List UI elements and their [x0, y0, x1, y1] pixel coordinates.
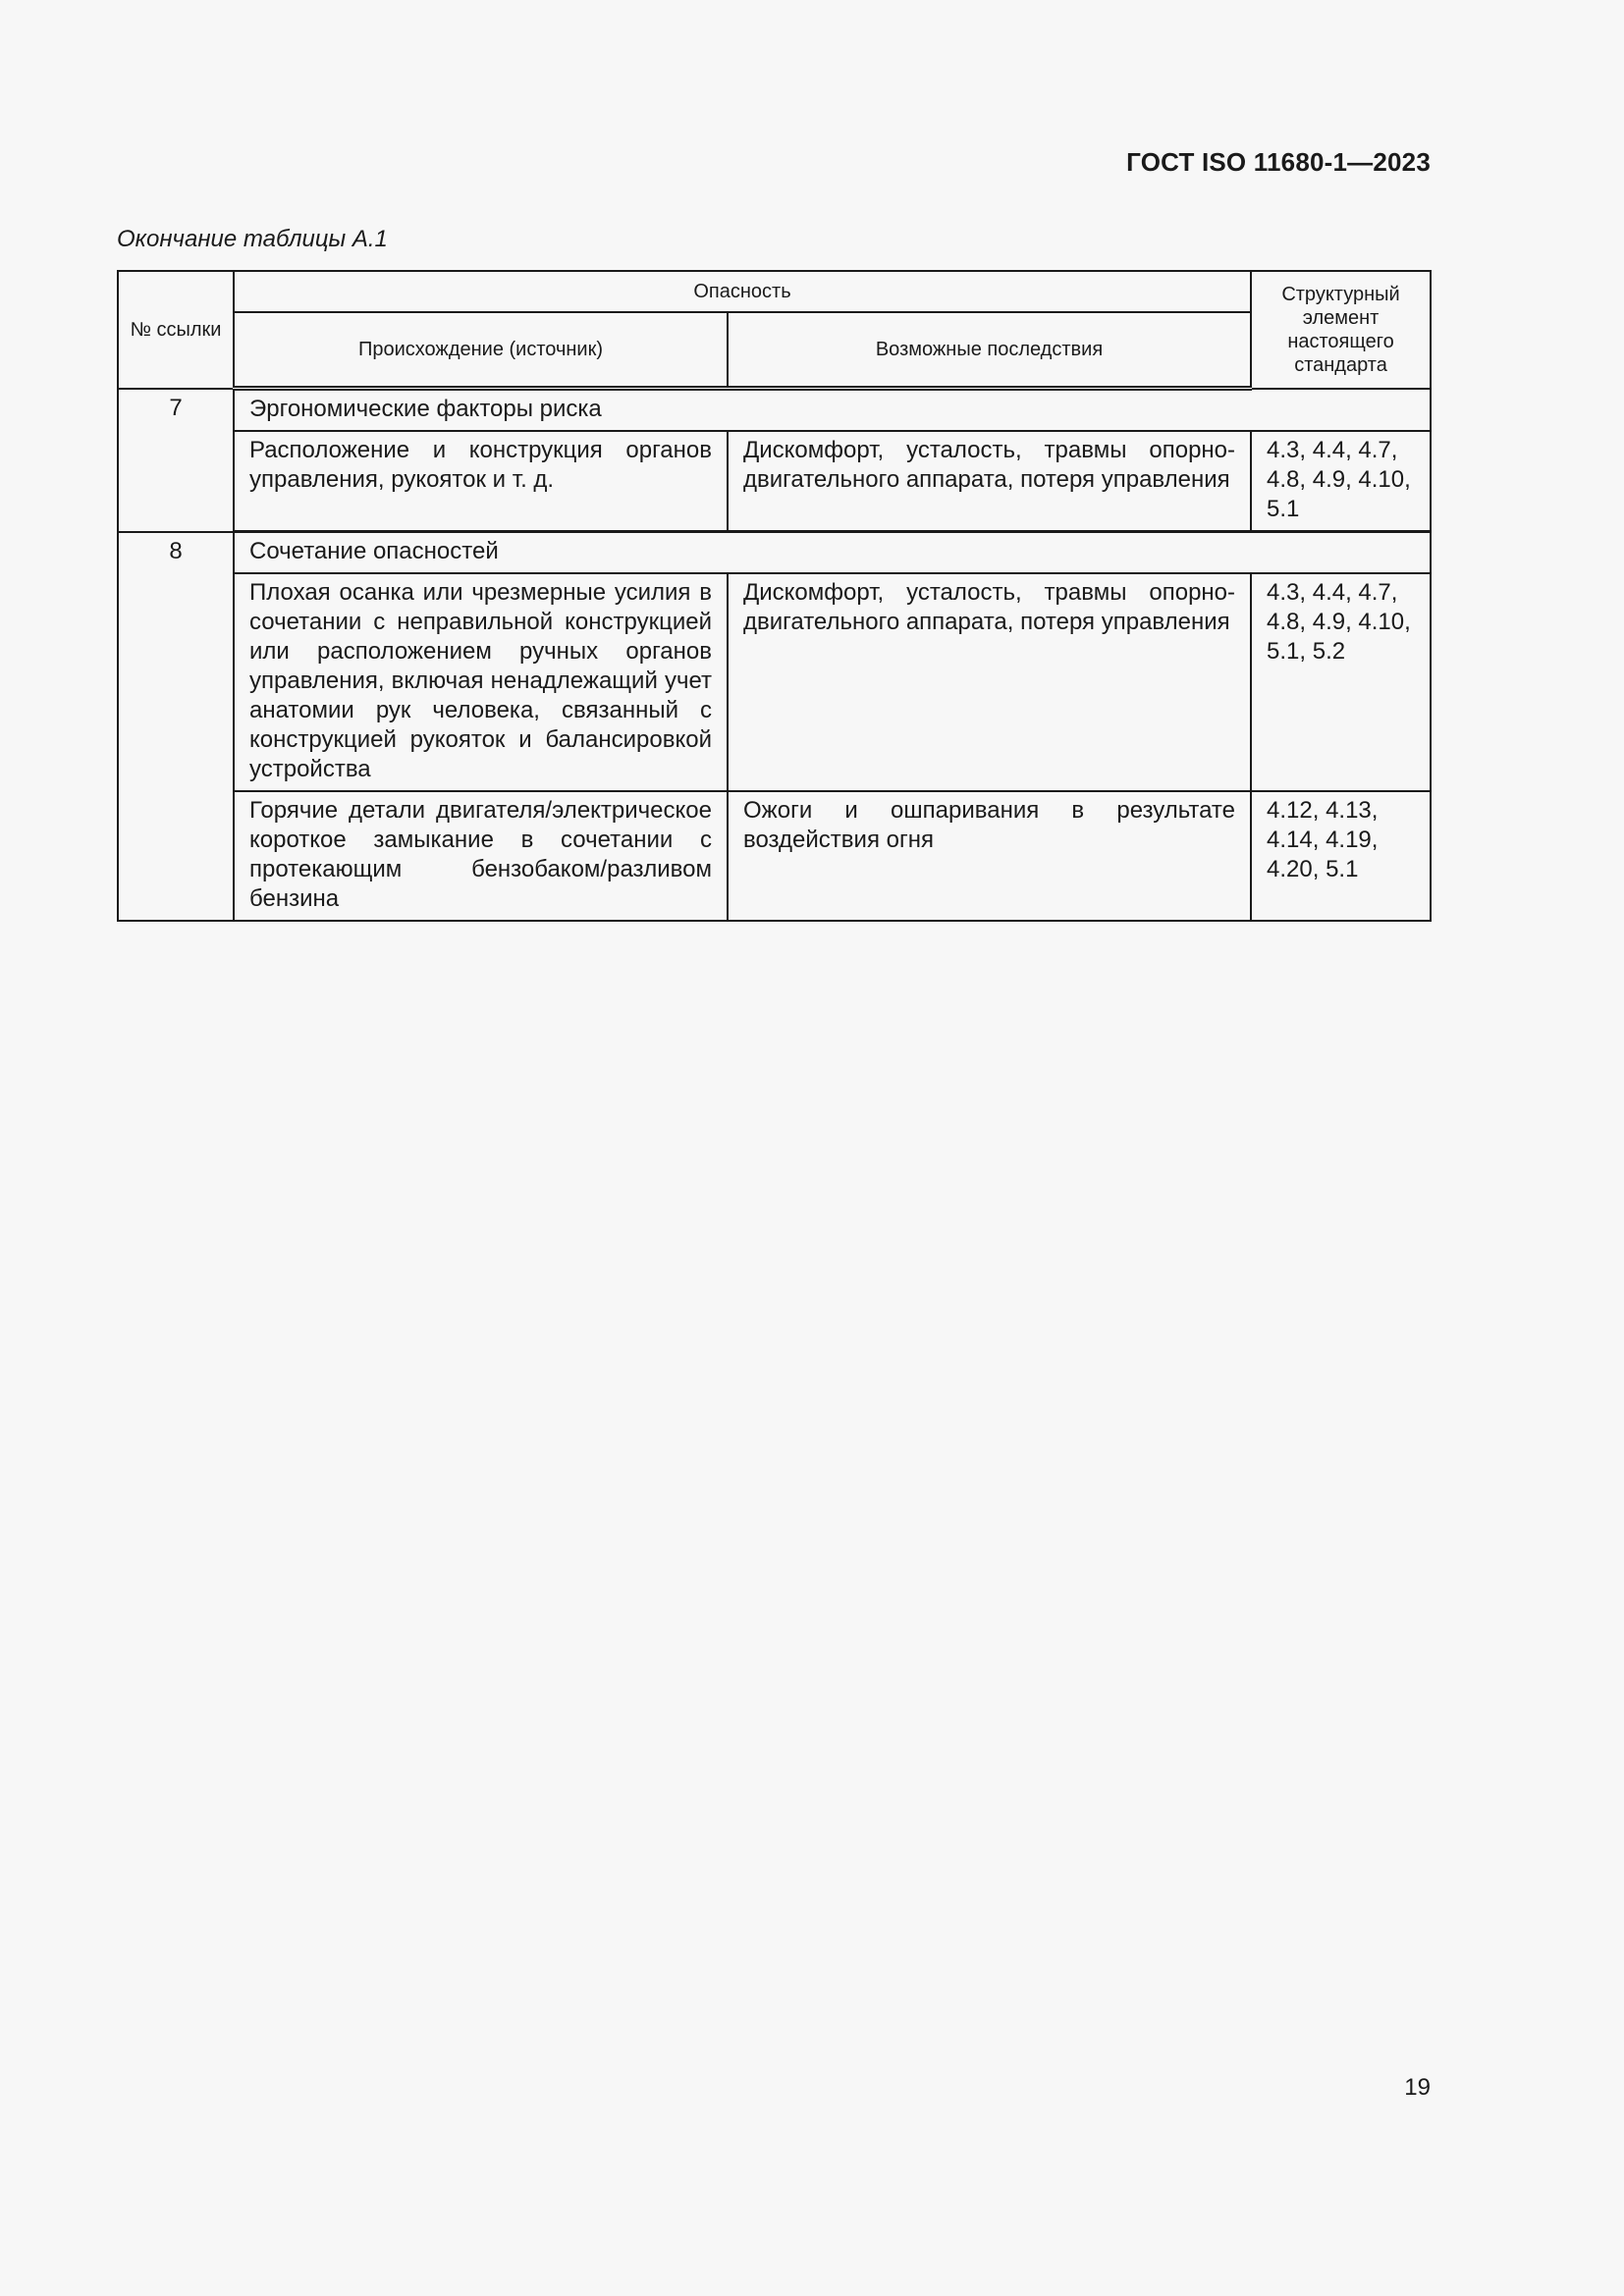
hazard-category: Сочетание опасностей	[234, 532, 1431, 574]
table-row	[118, 573, 1431, 791]
table-row-category	[118, 532, 1431, 574]
header-origin: Происхождение (источник)	[234, 312, 728, 389]
header-hazard: Опасность	[234, 271, 1251, 312]
hazard-origin: Плохая осанка или чрезмерные усилия в сочетании с неправильной конструкцией или расположением ручных органов управления, включая ненадлежащий учет анатомии рук человека, связанный с конструкцией рукояток и балансировкой устройства	[234, 573, 728, 791]
header-ref-number: № ссылки	[118, 271, 234, 389]
hazards-table	[117, 270, 1432, 922]
standard-clause: 4.3, 4.4, 4.7, 4.8, 4.9, 4.10, 5.1	[1251, 431, 1431, 532]
table-row	[118, 791, 1431, 921]
hazard-consequence: Ожоги и ошпаривания в результате воздействия огня	[728, 791, 1251, 921]
table-caption: Окончание таблицы А.1	[117, 226, 388, 252]
document-code: ГОСТ ISO 11680-1—2023	[1126, 147, 1431, 177]
hazard-origin: Горячие детали двигателя/электрическое короткое замыкание в сочетании с протекающим бензобаком/разливом бензина	[234, 791, 728, 921]
hazard-origin: Расположение и конструкция органов управления, рукояток и т. д.	[234, 431, 728, 532]
standard-clause: 4.3, 4.4, 4.7, 4.8, 4.9, 4.10, 5.1, 5.2	[1251, 573, 1431, 791]
table-row-category	[118, 389, 1431, 432]
hazard-consequence: Дискомфорт, усталость, травмы опорно-двигательного аппарата, потеря управления	[728, 431, 1251, 532]
header-clause: Структурный элемент настоящего стандарта	[1251, 271, 1431, 389]
hazard-category: Эргономические факторы риска	[234, 389, 1431, 432]
page-number: 19	[1404, 2074, 1431, 2101]
standard-clause: 4.12, 4.13, 4.14, 4.19, 4.20, 5.1	[1251, 791, 1431, 921]
ref-number: 7	[118, 389, 234, 532]
hazard-consequence: Дискомфорт, усталость, травмы опорно-двигательного аппарата, потеря управления	[728, 573, 1251, 791]
ref-number: 8	[118, 532, 234, 922]
table-row	[118, 431, 1431, 532]
header-consequence: Возможные последствия	[728, 312, 1251, 389]
